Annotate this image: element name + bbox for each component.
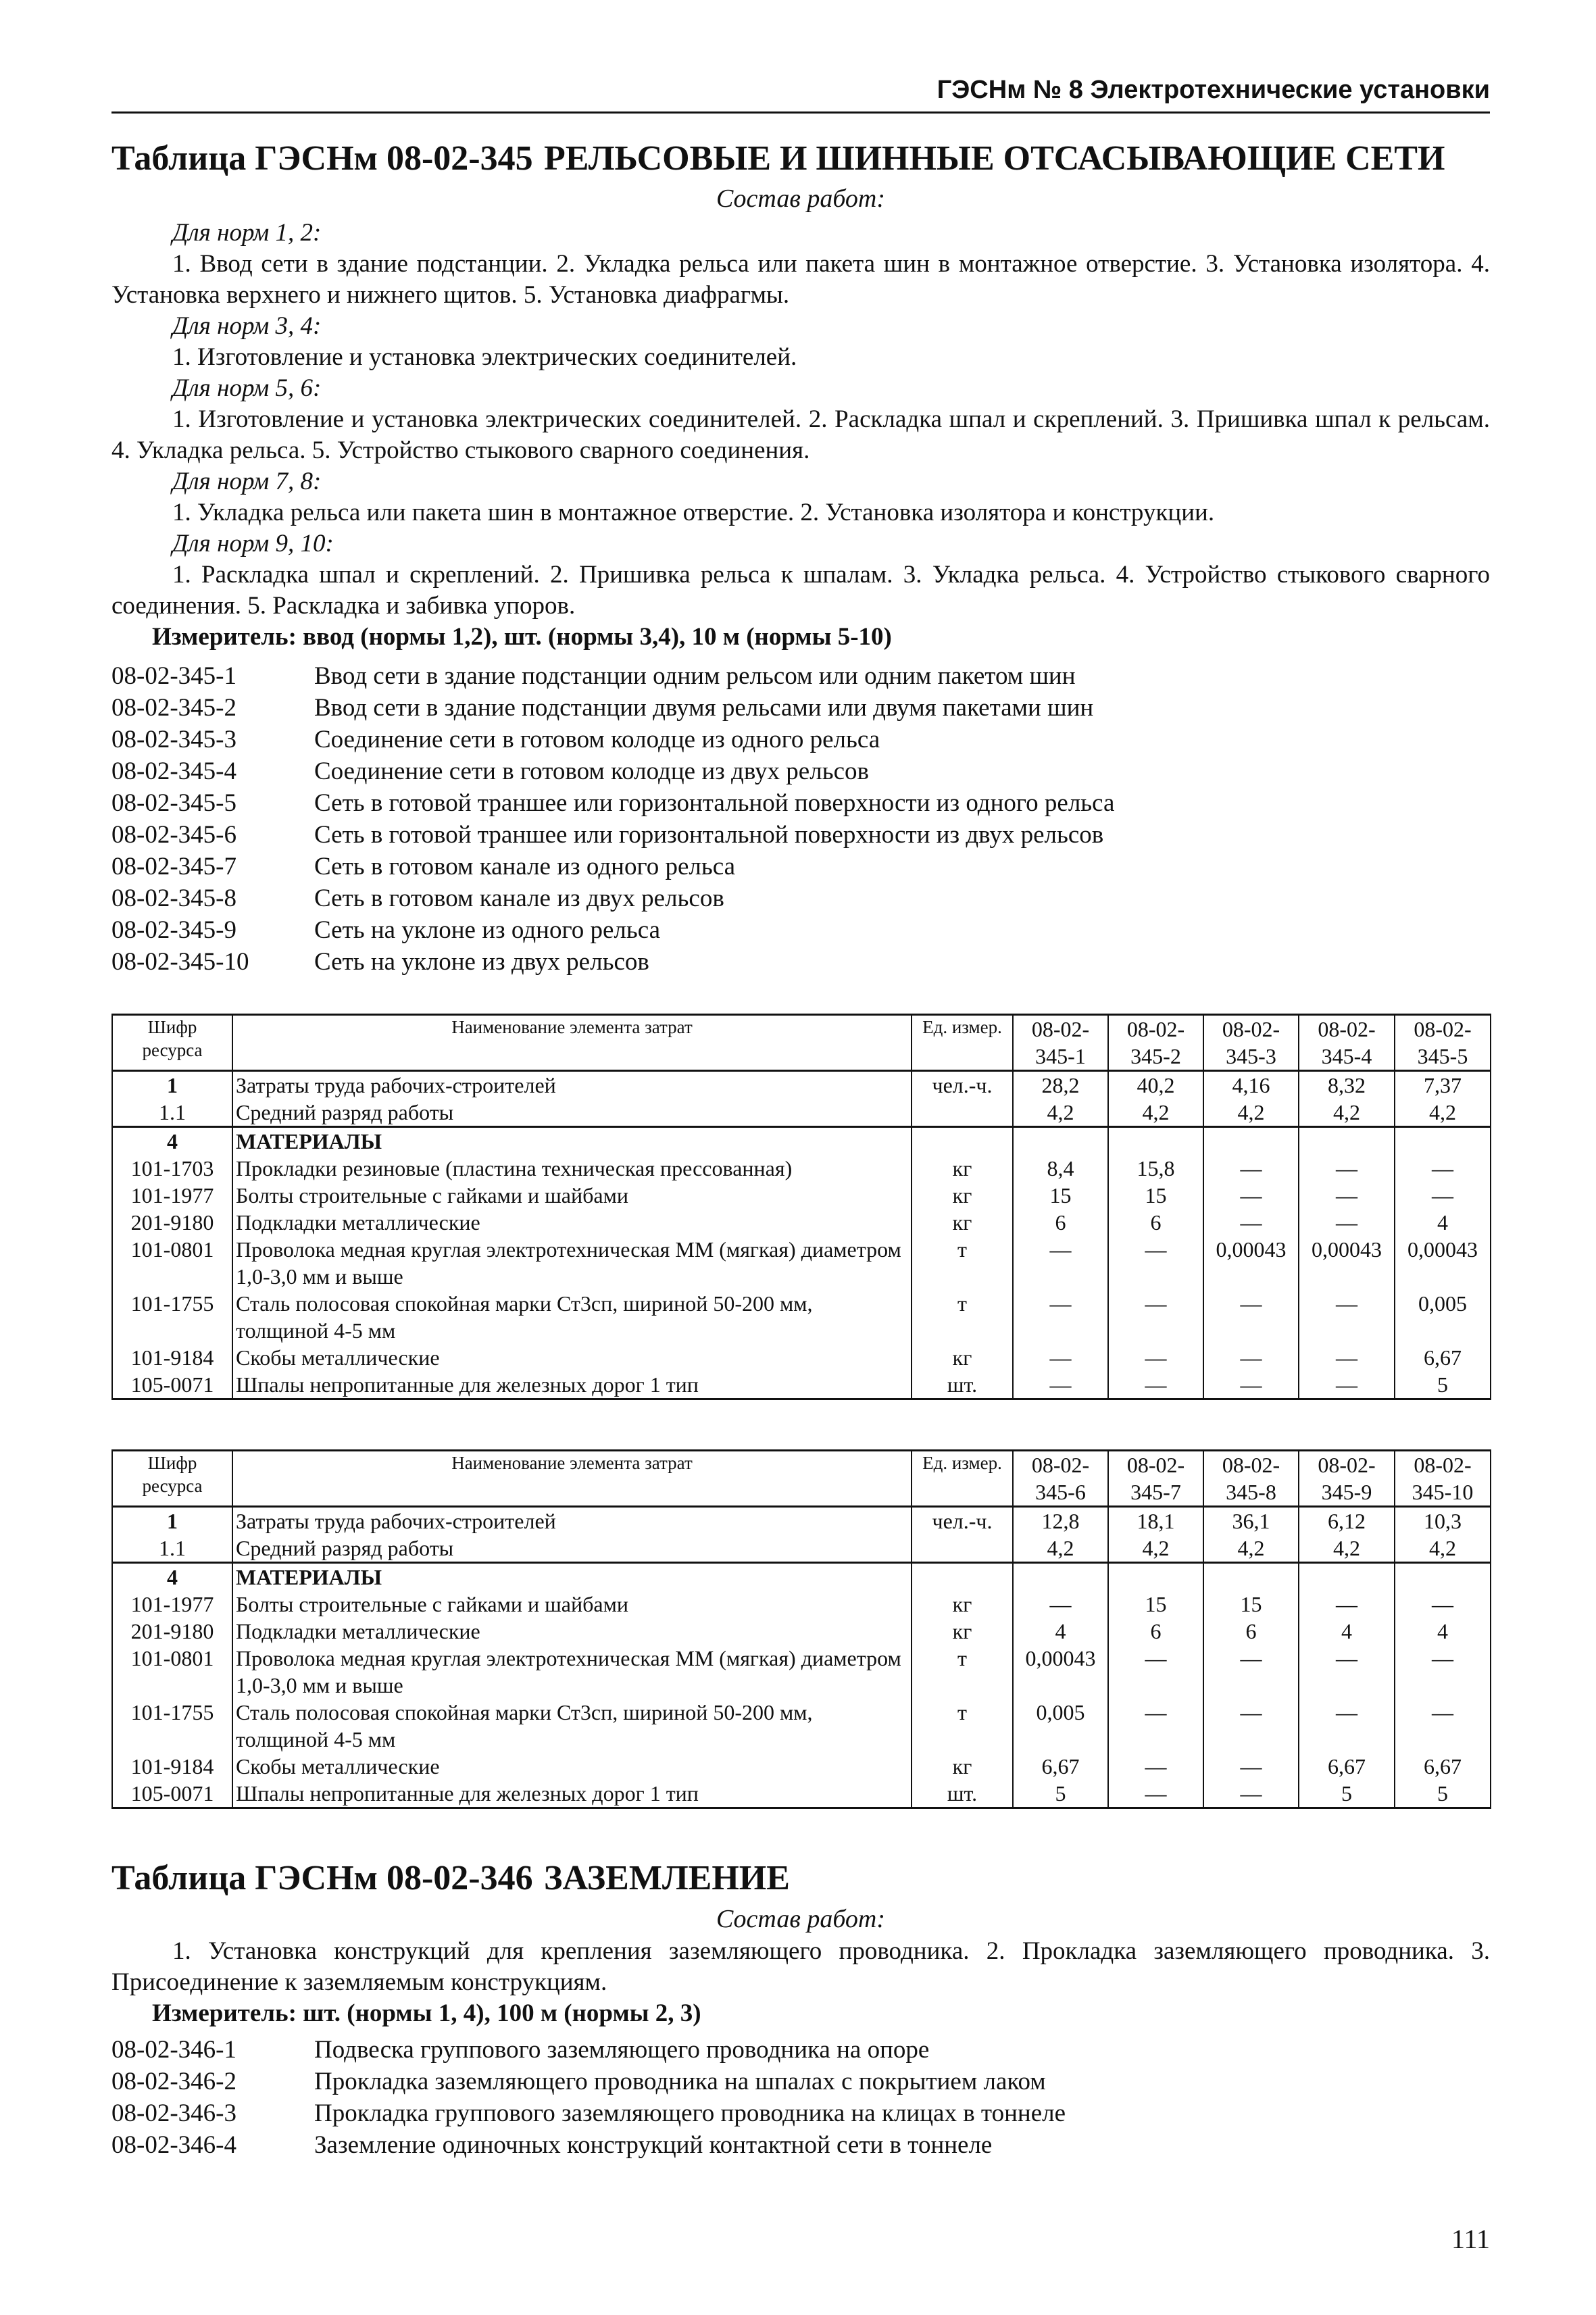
norm-row: [111, 660, 1490, 692]
norm-desc: Сеть в готовом канале из одного рельса: [314, 853, 736, 880]
cost-value: [1203, 1563, 1299, 1591]
norm-row: [111, 882, 1490, 914]
work-composition-345: [111, 218, 1490, 653]
meter-line-345: Измеритель: ввод (нормы 1,2), шт. (нормы 3,4), 10 м (нормы 5-10): [152, 623, 892, 651]
cost-value: —: [1108, 1371, 1203, 1399]
cost-value: —: [1299, 1155, 1395, 1182]
cost-element-name: МАТЕРИАЛЫ: [232, 1563, 912, 1591]
cost-element-name: Затраты труда рабочих-строителей: [232, 1071, 912, 1099]
cost-value: [1013, 1127, 1108, 1155]
norm-desc: Сеть в готовой траншее или горизонтальной поверхности из одного рельса: [314, 789, 1115, 817]
norm-group-text: 1. Изготовление и установка электрических соединителей. 2. Раскладка шпал и скреплений. 3. Пришивка шпал к рельсам. 4. Укладка рельса. 5. Устройство стыкового сварного соединения.: [111, 405, 1490, 464]
cost-value: —: [1203, 1371, 1299, 1399]
unit: [912, 1127, 1013, 1155]
unit: кг: [912, 1209, 1013, 1236]
cost-value: 28,2: [1013, 1071, 1108, 1099]
work-composition-346: [111, 1936, 1490, 2029]
cost-value: 5: [1013, 1780, 1108, 1808]
resource-code: 105-0071: [112, 1371, 232, 1399]
cost-value: —: [1203, 1753, 1299, 1780]
cost-value: —: [1299, 1182, 1395, 1209]
cost-element-name: Сталь полосовая спокойная марки Ст3сп, шириной 50-200 мм, толщиной 4-5 мм: [232, 1699, 912, 1753]
cost-row: [112, 1155, 1491, 1182]
unit: [912, 1535, 1013, 1563]
cost-value: 15: [1203, 1591, 1299, 1618]
cost-value: 15: [1108, 1182, 1203, 1209]
norm-row: [111, 819, 1490, 851]
resource-code: 101-0801: [112, 1236, 232, 1290]
norm-desc: Сеть в готовом канале из двух рельсов: [314, 885, 724, 912]
cost-element-name: Скобы металлические: [232, 1344, 912, 1371]
cost-value: —: [1203, 1182, 1299, 1209]
cost-element-name: Шпалы непропитанные для железных дорог 1 тип: [232, 1371, 912, 1399]
unit: т: [912, 1290, 1013, 1344]
cost-value: 0,005: [1013, 1699, 1108, 1753]
resource-code: 101-1977: [112, 1182, 232, 1209]
cost-value: —: [1299, 1645, 1395, 1699]
cost-element-name: Прокладки резиновые (пластина техническая прессованная): [232, 1155, 912, 1182]
header-norm-code: 08-02- 345-3: [1203, 1015, 1299, 1071]
cost-value: 4: [1299, 1618, 1395, 1645]
cost-value: 0,00043: [1013, 1645, 1108, 1699]
norm-group-label: Для норм 1, 2:: [172, 219, 322, 247]
cost-value: 6,12: [1299, 1507, 1395, 1535]
cost-element-name: Шпалы непропитанные для железных дорог 1 тип: [232, 1780, 912, 1808]
unit: шт.: [912, 1371, 1013, 1399]
cost-value: 4: [1395, 1618, 1491, 1645]
cost-value: 7,37: [1395, 1071, 1491, 1099]
cost-value: [1395, 1127, 1491, 1155]
cost-value: 4,2: [1013, 1099, 1108, 1127]
norm-group-label: Для норм 3, 4:: [172, 312, 322, 340]
cost-table-header: [112, 1015, 1491, 1071]
norm-group-text: 1. Изготовление и установка электрических соединителей.: [172, 343, 797, 371]
cost-element-name: Подкладки металлические: [232, 1618, 912, 1645]
cost-value: —: [1299, 1290, 1395, 1344]
resource-code: 1.1: [112, 1099, 232, 1127]
cost-value: 6: [1203, 1618, 1299, 1645]
header-norm-code: 08-02- 345-5: [1395, 1015, 1491, 1071]
unit: [912, 1563, 1013, 1591]
cost-value: 4,2: [1299, 1099, 1395, 1127]
resource-code: 1: [112, 1071, 232, 1099]
cost-value: —: [1203, 1344, 1299, 1371]
norm-desc: Сеть на уклоне из двух рельсов: [314, 948, 649, 976]
cost-value: —: [1108, 1753, 1203, 1780]
cost-value: —: [1203, 1155, 1299, 1182]
cost-row: [112, 1591, 1491, 1618]
cost-element-name: Скобы металлические: [232, 1753, 912, 1780]
cost-row: [112, 1290, 1491, 1344]
work-text-346: 1. Установка конструкций для крепления заземляющего проводника. 2. Прокладка заземляющего проводника. 3. Присоединение к заземляемым конструкциям.: [111, 1937, 1490, 1996]
cost-value: —: [1203, 1780, 1299, 1808]
header-norm-code: 08-02- 345-7: [1108, 1451, 1203, 1507]
cost-value: 4: [1013, 1618, 1108, 1645]
header-norm-code: 08-02- 345-2: [1108, 1015, 1203, 1071]
cost-value: —: [1299, 1699, 1395, 1753]
norm-row: [111, 2066, 1490, 2097]
norm-code: 08-02-346-4: [111, 2131, 236, 2159]
cost-value: 15: [1013, 1182, 1108, 1209]
unit: кг: [912, 1618, 1013, 1645]
cost-value: 4,2: [1108, 1535, 1203, 1563]
cost-row: [112, 1236, 1491, 1290]
page-number: 111: [1451, 2224, 1490, 2254]
cost-value: [1299, 1127, 1395, 1155]
resource-code: 101-9184: [112, 1344, 232, 1371]
unit: кг: [912, 1591, 1013, 1618]
resource-code: 101-0801: [112, 1645, 232, 1699]
cost-row: [112, 1618, 1491, 1645]
cost-element-name: Подкладки металлические: [232, 1209, 912, 1236]
unit: кг: [912, 1753, 1013, 1780]
norm-row: [111, 755, 1490, 787]
cost-value: 8,4: [1013, 1155, 1108, 1182]
cost-value: —: [1108, 1236, 1203, 1290]
cost-value: 4,2: [1299, 1535, 1395, 1563]
unit: кг: [912, 1344, 1013, 1371]
norm-list-346: [111, 2034, 1490, 2161]
norm-code: 08-02-345-1: [111, 662, 236, 690]
cost-value: —: [1203, 1290, 1299, 1344]
cost-value: [1013, 1563, 1108, 1591]
resource-code: 101-1755: [112, 1290, 232, 1344]
norm-desc: Ввод сети в здание подстанции одним рельсом или одним пакетом шин: [314, 662, 1076, 690]
cost-value: [1108, 1127, 1203, 1155]
header-unit: Ед. измер.: [912, 1451, 1013, 1507]
cost-element-name: Проволока медная круглая электротехническая ММ (мягкая) диаметром 1,0-3,0 мм и выше: [232, 1236, 912, 1290]
norm-desc: Подвеска группового заземляющего проводника на опоре: [314, 2036, 930, 2064]
norm-desc: Ввод сети в здание подстанции двумя рельсами или двумя пакетами шин: [314, 694, 1094, 722]
cost-value: 6: [1013, 1209, 1108, 1236]
cost-row: [112, 1645, 1491, 1699]
resource-code: 101-9184: [112, 1753, 232, 1780]
cost-value: 18,1: [1108, 1507, 1203, 1535]
norm-group-text: 1. Ввод сети в здание подстанции. 2. Укладка рельса или пакета шин в монтажное отверстие. 3. Установка изолятора. 4. Установка верхнего и нижнего щитов. 5. Установка диафрагмы.: [111, 250, 1490, 309]
cost-value: 4,2: [1203, 1099, 1299, 1127]
resource-code: 4: [112, 1563, 232, 1591]
norm-group-label: Для норм 9, 10:: [172, 530, 334, 557]
cost-value: —: [1013, 1236, 1108, 1290]
cost-value: 0,005: [1395, 1290, 1491, 1344]
norm-desc: Сеть в готовой траншее или горизонтальной поверхности из двух рельсов: [314, 821, 1104, 849]
cost-row: [112, 1099, 1491, 1127]
cost-row: [112, 1127, 1491, 1155]
cost-element-name: Сталь полосовая спокойная марки Ст3сп, шириной 50-200 мм, толщиной 4-5 мм: [232, 1290, 912, 1344]
cost-value: —: [1108, 1645, 1203, 1699]
norm-desc: Сеть на уклоне из одного рельса: [314, 916, 661, 944]
norm-desc: Прокладка заземляющего проводника на шпалах с покрытием лаком: [314, 2068, 1046, 2095]
cost-row: [112, 1507, 1491, 1535]
cost-value: 12,8: [1013, 1507, 1108, 1535]
norm-group-label: Для норм 5, 6:: [172, 374, 322, 402]
header-norm-code: 08-02- 345-6: [1013, 1451, 1108, 1507]
norm-row: [111, 851, 1490, 882]
resource-code: 1: [112, 1507, 232, 1535]
header-resource-code: Шифр ресурса: [112, 1015, 232, 1071]
cost-value: 6,67: [1013, 1753, 1108, 1780]
unit: кг: [912, 1182, 1013, 1209]
cost-value: —: [1299, 1344, 1395, 1371]
cost-value: —: [1395, 1645, 1491, 1699]
cost-value: [1299, 1563, 1395, 1591]
cost-table-345-6-10: [111, 1449, 1491, 1809]
cost-value: —: [1203, 1699, 1299, 1753]
cost-value: [1395, 1563, 1491, 1591]
unit: т: [912, 1645, 1013, 1699]
norm-row: [111, 724, 1490, 755]
resource-code: 201-9180: [112, 1618, 232, 1645]
cost-value: 4,16: [1203, 1071, 1299, 1099]
norm-desc: Соединение сети в готовом колодце из двух рельсов: [314, 757, 869, 785]
cost-row: [112, 1344, 1491, 1371]
norm-group-text: 1. Укладка рельса или пакета шин в монтажное отверстие. 2. Установка изолятора и конструкции.: [172, 499, 1215, 526]
cost-row: [112, 1535, 1491, 1563]
unit: шт.: [912, 1780, 1013, 1808]
norm-code: 08-02-346-2: [111, 2068, 236, 2095]
cost-value: 8,32: [1299, 1071, 1395, 1099]
cost-value: —: [1013, 1591, 1108, 1618]
norm-code: 08-02-345-9: [111, 916, 236, 944]
norm-row: [111, 2034, 1490, 2066]
cost-value: —: [1203, 1209, 1299, 1236]
cost-value: 4: [1395, 1209, 1491, 1236]
header-norm-code: 08-02- 345-9: [1299, 1451, 1395, 1507]
norm-code: 08-02-345-3: [111, 726, 236, 753]
cost-value: —: [1013, 1344, 1108, 1371]
cost-value: —: [1013, 1371, 1108, 1399]
cost-value: —: [1108, 1344, 1203, 1371]
cost-value: —: [1395, 1182, 1491, 1209]
table-346-code: Таблица ГЭСНм 08-02-346: [111, 1859, 533, 1897]
cost-value: 4,2: [1108, 1099, 1203, 1127]
norm-row: [111, 692, 1490, 724]
header-norm-code: 08-02- 345-4: [1299, 1015, 1395, 1071]
cost-value: —: [1108, 1780, 1203, 1808]
cost-value: —: [1203, 1645, 1299, 1699]
cost-table-body: [112, 1071, 1491, 1399]
cost-value: —: [1299, 1209, 1395, 1236]
cost-value: 4,2: [1395, 1099, 1491, 1127]
cost-element-name: Проволока медная круглая электротехническая ММ (мягкая) диаметром 1,0-3,0 мм и выше: [232, 1645, 912, 1699]
cost-value: —: [1013, 1290, 1108, 1344]
norm-desc: Соединение сети в готовом колодце из одного рельса: [314, 726, 880, 753]
resource-code: 4: [112, 1127, 232, 1155]
norm-code: 08-02-345-10: [111, 948, 249, 976]
table-346-title: [111, 1858, 790, 1898]
work-composition-heading-346: Состав работ:: [716, 1905, 886, 1933]
norm-code: 08-02-346-1: [111, 2036, 236, 2064]
norm-row: [111, 2129, 1490, 2161]
resource-code: 101-1755: [112, 1699, 232, 1753]
cost-value: 15: [1108, 1591, 1203, 1618]
cost-element-name: Затраты труда рабочих-строителей: [232, 1507, 912, 1535]
work-composition-heading: Состав работ:: [716, 184, 886, 213]
table-345-title: [111, 139, 1445, 178]
cost-value: 6,67: [1395, 1344, 1491, 1371]
cost-value: 40,2: [1108, 1071, 1203, 1099]
resource-code: 101-1977: [112, 1591, 232, 1618]
cost-row: [112, 1209, 1491, 1236]
cost-value: 4,2: [1395, 1535, 1491, 1563]
resource-code: 105-0071: [112, 1780, 232, 1808]
table-346-name: ЗАЗЕМЛЕНИЕ: [544, 1859, 790, 1897]
cost-value: 5: [1299, 1780, 1395, 1808]
header-cost-element-name: Наименование элемента затрат: [232, 1015, 912, 1071]
cost-table-345-1-5: [111, 1014, 1491, 1400]
norm-code: 08-02-345-8: [111, 885, 236, 912]
norm-code: 08-02-345-5: [111, 789, 236, 817]
cost-value: 0,00043: [1395, 1236, 1491, 1290]
norm-list-345: [111, 660, 1490, 978]
cost-row: [112, 1563, 1491, 1591]
cost-value: 6,67: [1395, 1753, 1491, 1780]
resource-code: 101-1703: [112, 1155, 232, 1182]
table-345-name: РЕЛЬСОВЫЕ И ШИННЫЕ ОТСАСЫВАЮЩИЕ СЕТИ: [544, 139, 1445, 178]
cost-value: 15,8: [1108, 1155, 1203, 1182]
cost-element-name: МАТЕРИАЛЫ: [232, 1127, 912, 1155]
running-header: ГЭСНм № 8 Электротехнические установки: [111, 76, 1490, 114]
header-norm-code: 08-02- 345-8: [1203, 1451, 1299, 1507]
meter-line-346: Измеритель: шт. (нормы 1, 4), 100 м (нормы 2, 3): [152, 1999, 701, 2027]
cost-value: —: [1108, 1290, 1203, 1344]
norm-row: [111, 914, 1490, 946]
cost-element-name: Средний разряд работы: [232, 1535, 912, 1563]
cost-row: [112, 1780, 1491, 1808]
norm-desc: Прокладка группового заземляющего проводника на клицах в тоннеле: [314, 2099, 1066, 2127]
table-345-code: Таблица ГЭСНм 08-02-345: [111, 139, 533, 178]
resource-code: 1.1: [112, 1535, 232, 1563]
cost-value: —: [1299, 1371, 1395, 1399]
unit: т: [912, 1236, 1013, 1290]
unit: кг: [912, 1155, 1013, 1182]
header-norm-code: 08-02- 345-1: [1013, 1015, 1108, 1071]
norm-group-label: Для норм 7, 8:: [172, 468, 322, 495]
unit: [912, 1099, 1013, 1127]
cost-value: 10,3: [1395, 1507, 1491, 1535]
cost-row: [112, 1071, 1491, 1099]
norm-row: [111, 787, 1490, 819]
resource-code: 201-9180: [112, 1209, 232, 1236]
header-unit: Ед. измер.: [912, 1015, 1013, 1071]
norm-code: 08-02-345-6: [111, 821, 236, 849]
cost-value: 36,1: [1203, 1507, 1299, 1535]
cost-row: [112, 1699, 1491, 1753]
cost-table-header: [112, 1451, 1491, 1507]
cost-value: 6: [1108, 1618, 1203, 1645]
unit: чел.-ч.: [912, 1507, 1013, 1535]
cost-value: 6: [1108, 1209, 1203, 1236]
cost-value: —: [1395, 1591, 1491, 1618]
norm-code: 08-02-345-4: [111, 757, 236, 785]
cost-value: —: [1299, 1591, 1395, 1618]
norm-code: 08-02-346-3: [111, 2099, 236, 2127]
norm-row: [111, 946, 1490, 978]
cost-value: [1203, 1127, 1299, 1155]
cost-value: 6,67: [1299, 1753, 1395, 1780]
cost-value: 4,2: [1203, 1535, 1299, 1563]
header-cost-element-name: Наименование элемента затрат: [232, 1451, 912, 1507]
norm-group-text: 1. Раскладка шпал и скреплений. 2. Пришивка рельса к шпалам. 3. Укладка рельса. 4. Устройство стыкового сварного соединения. 5. Раскладка и забивка упоров.: [111, 561, 1490, 620]
cost-element-name: Средний разряд работы: [232, 1099, 912, 1127]
cost-element-name: Болты строительные с гайками и шайбами: [232, 1591, 912, 1618]
cost-row: [112, 1371, 1491, 1399]
unit: чел.-ч.: [912, 1071, 1013, 1099]
norm-row: [111, 2097, 1490, 2129]
header-norm-code: 08-02- 345-10: [1395, 1451, 1491, 1507]
cost-value: 0,00043: [1203, 1236, 1299, 1290]
cost-value: 5: [1395, 1780, 1491, 1808]
cost-value: 0,00043: [1299, 1236, 1395, 1290]
norm-code: 08-02-345-7: [111, 853, 236, 880]
norm-code: 08-02-345-2: [111, 694, 236, 722]
cost-value: —: [1395, 1699, 1491, 1753]
cost-value: 5: [1395, 1371, 1491, 1399]
cost-value: [1108, 1563, 1203, 1591]
cost-row: [112, 1182, 1491, 1209]
cost-table-body: [112, 1507, 1491, 1808]
unit: т: [912, 1699, 1013, 1753]
header-resource-code: Шифр ресурса: [112, 1451, 232, 1507]
cost-value: 4,2: [1013, 1535, 1108, 1563]
cost-value: —: [1395, 1155, 1491, 1182]
norm-desc: Заземление одиночных конструкций контактной сети в тоннеле: [314, 2131, 993, 2159]
cost-element-name: Болты строительные с гайками и шайбами: [232, 1182, 912, 1209]
cost-row: [112, 1753, 1491, 1780]
cost-value: —: [1108, 1699, 1203, 1753]
